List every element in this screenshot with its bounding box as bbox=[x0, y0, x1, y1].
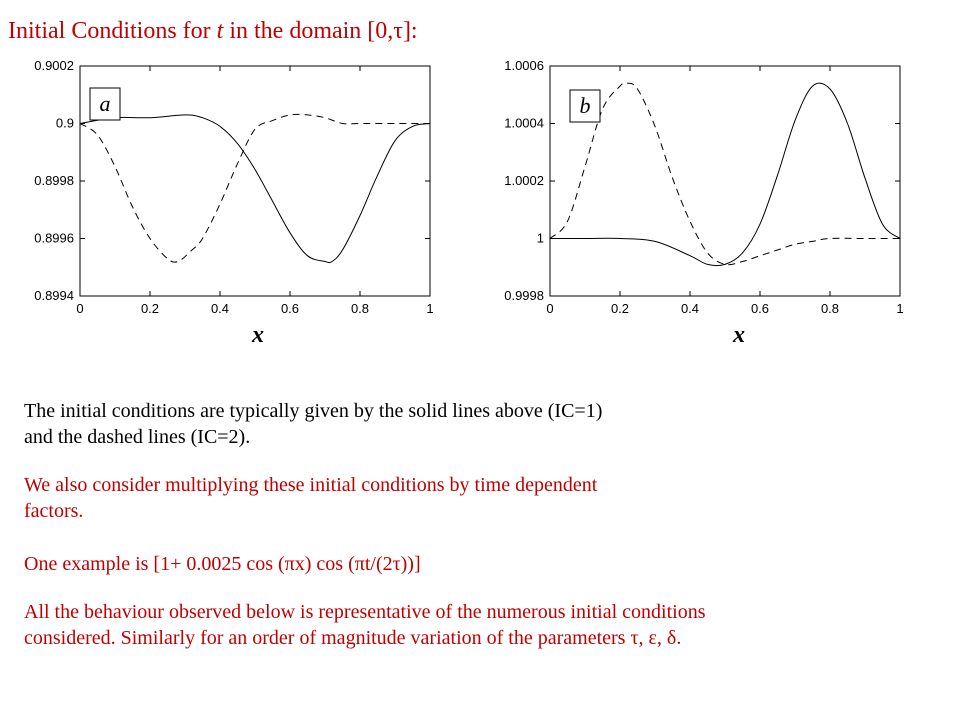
title-suffix: in the domain [0,τ]: bbox=[223, 18, 418, 44]
title-prefix: Initial Conditions for bbox=[8, 18, 217, 44]
x-tick-label: 0.6 bbox=[750, 301, 770, 316]
panel-label: a bbox=[99, 91, 111, 116]
title-variable: t bbox=[216, 18, 224, 44]
paragraph-behaviour-line1: All the behaviour observed below is representative of the numerous initial conditions bbox=[24, 601, 706, 623]
x-tick-label: 0 bbox=[546, 301, 554, 316]
x-tick-label: 0.8 bbox=[820, 301, 840, 316]
chart-a-xlabel: x bbox=[252, 322, 264, 348]
y-tick-label: 1 bbox=[536, 230, 544, 246]
paragraph-example: One example is [1+ 0.0025 cos (πx) cos (πt/(2τ))] bbox=[24, 553, 421, 575]
y-tick-label: 0.8998 bbox=[34, 173, 74, 188]
paragraph-ic-line1: The initial conditions are typically given by the solid lines above (IC=1) bbox=[24, 400, 603, 422]
y-tick-label: 1.0006 bbox=[504, 58, 544, 73]
chart-b bbox=[490, 58, 930, 328]
x-tick-label: 0.4 bbox=[680, 301, 700, 316]
paragraph-behaviour-line2: considered. Similarly for an order of magnitude variation of the parameters τ, ε, δ. bbox=[24, 627, 682, 649]
plot-frame bbox=[80, 66, 430, 296]
x-tick-label: 1 bbox=[426, 301, 434, 316]
slide-title bbox=[8, 18, 418, 45]
x-tick-label: 0.2 bbox=[610, 301, 630, 316]
y-tick-label: 0.9002 bbox=[34, 58, 74, 73]
x-tick-label: 0.8 bbox=[350, 301, 370, 316]
x-tick-label: 0.4 bbox=[210, 301, 230, 316]
y-tick-label: 0.8996 bbox=[34, 230, 74, 246]
paragraph-ic-line2: and the dashed lines (IC=2). bbox=[24, 426, 251, 448]
chart-b-xlabel: x bbox=[733, 322, 745, 348]
y-tick-label: 0.9 bbox=[55, 115, 74, 131]
y-tick-label: 0.9998 bbox=[504, 288, 544, 303]
paragraph-time-line2: factors. bbox=[24, 500, 84, 522]
x-tick-label: 1 bbox=[896, 301, 904, 316]
paragraph-behaviour bbox=[24, 599, 944, 651]
plot-frame bbox=[550, 66, 900, 296]
chart-a bbox=[20, 58, 460, 328]
x-tick-label: 0 bbox=[76, 301, 84, 316]
x-tick-label: 0.6 bbox=[280, 301, 300, 316]
y-tick-label: 1.0004 bbox=[504, 115, 544, 131]
x-tick-label: 0.2 bbox=[140, 301, 160, 316]
paragraph-time-factors bbox=[24, 472, 944, 524]
panel-label: b bbox=[579, 93, 591, 118]
paragraph-time-line1: We also consider multiplying these initial conditions by time dependent bbox=[24, 474, 598, 496]
y-tick-label: 0.8994 bbox=[34, 288, 74, 303]
y-tick-label: 1.0002 bbox=[504, 173, 544, 188]
paragraph-ic-description bbox=[24, 398, 944, 450]
